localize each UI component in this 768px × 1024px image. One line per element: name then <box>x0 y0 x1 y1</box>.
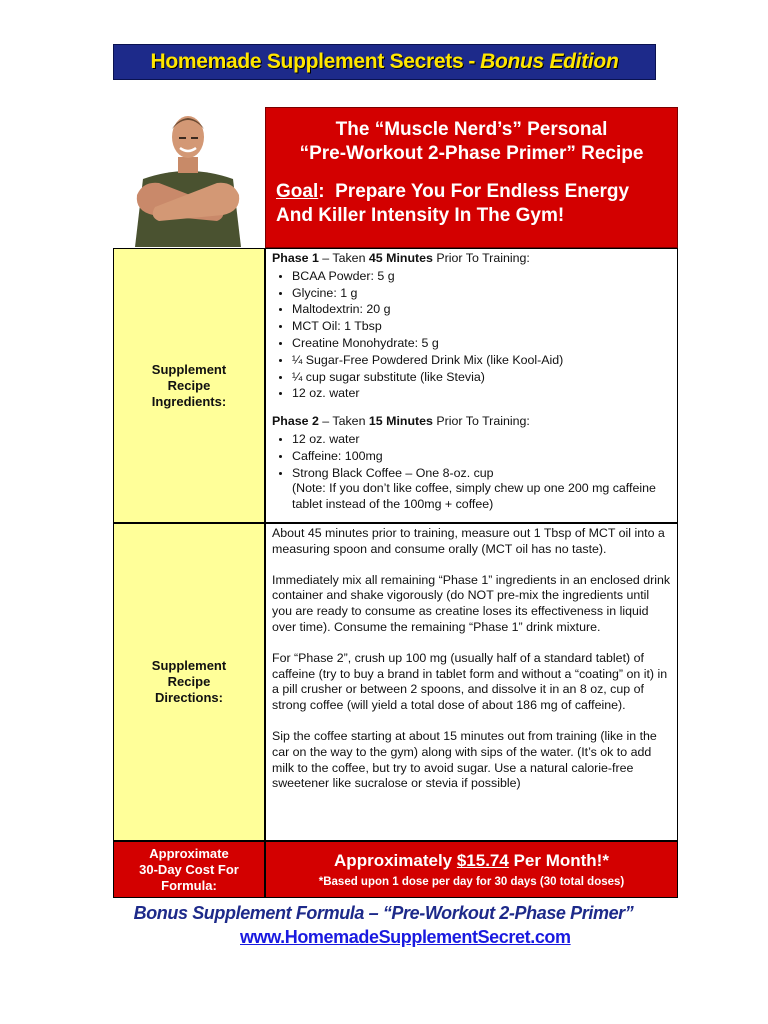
phase1-heading <box>272 251 671 267</box>
ingredients-label-line2: Recipe <box>167 377 211 393</box>
list-item: • Maltodextrin: 20 g <box>292 302 671 318</box>
recipe-title-line1: The “Muscle Nerd’s” Personal <box>335 119 608 140</box>
banner-word-secrets: Secrets <box>389 50 464 73</box>
directions-label-cell <box>113 523 265 841</box>
directions-paragraph-1: About 45 minutes prior to training, measure out 1 Tbsp of MCT oil into a measuring spoon and consume orally (MCT oil has no taste). <box>272 526 665 556</box>
cost-amount: $15.74 <box>456 851 509 870</box>
directions-label-line1: Supplement <box>151 658 227 673</box>
phase2-time: 15 Minutes <box>368 414 433 429</box>
cost-footnote: *Based upon 1 dose per day for 30 days (30 total doses) <box>318 876 625 888</box>
list-item: • BCAA Powder: 5 g <box>292 269 671 285</box>
goal-label: Goal <box>276 181 319 202</box>
cost-summary <box>266 851 677 871</box>
list-item: • Glycine: 1 g <box>292 286 671 302</box>
cost-label-cell <box>113 841 265 898</box>
phase1-dash: – Taken <box>318 251 369 265</box>
recipe-title-box <box>265 107 678 248</box>
phase1-name: Phase 1 <box>272 251 319 265</box>
goal-statement <box>276 180 667 228</box>
directions-label-line3: Directions: <box>155 690 223 705</box>
recipe-table <box>113 107 679 898</box>
directions-paragraph-4: Sip the coffee starting at about 15 minutes out from training (like in the car on the way to the gym) along with sips of the water. (It’s ok to add milk to the coffee, but try to avoid sugar. Use a natural calorie-free sweetener like sucralose or stevia if possible) <box>272 728 657 791</box>
cost-label-line1: Approximate <box>149 845 229 861</box>
cost-prefix: Approximately <box>334 851 457 870</box>
directions-paragraph-3: For “Phase 2”, crush up 100 mg (usually half of a standard tablet) of caffeine (try to buy a brand in tablet form and without a “coating” on it) in a pill crusher or between 2 spoons, and dissolve it in an 8 oz, cup of strong coffee (will yield a total dose of about 186 mg of caffeine). <box>272 650 668 713</box>
header-banner <box>113 44 656 80</box>
phase2-suffix: Prior To Training: <box>432 414 530 429</box>
phase2-heading <box>272 414 671 430</box>
ingredients-label-line3: Ingredients: <box>151 393 227 409</box>
directions-content-cell <box>265 523 678 841</box>
directions-paragraph-2: Immediately mix all remaining “Phase 1” ingredients in an enclosed drink container and shake vigorously (do NOT pre-mix the ingredients until you are ready to consume as creatine loses its effectiveness in liquid over time). Consume the remaining “Phase 1” drink mixture. <box>272 572 671 634</box>
cost-label-line2: 30-Day Cost For <box>139 861 239 877</box>
cost-suffix: Per Month!* <box>508 851 609 870</box>
phase1-time: 45 Minutes <box>368 251 433 265</box>
ingredients-label-line1: Supplement <box>151 361 227 377</box>
list-item: • ¼ cup sugar substitute (like Stevia) <box>292 370 671 386</box>
banner-word-supplement: Supplement <box>266 50 385 73</box>
ingredients-label-cell <box>113 248 265 523</box>
phase1-ingredient-list <box>272 269 671 402</box>
list-item: • 12 oz. water <box>292 386 671 402</box>
phase1-suffix: Prior To Training: <box>432 251 530 265</box>
phase2-dash: – Taken <box>318 414 369 429</box>
list-item: • Caffeine: 100mg <box>292 449 671 465</box>
banner-separator: - <box>468 50 476 73</box>
list-item: • 12 oz. water <box>292 432 671 448</box>
cost-label-line3: Formula: <box>161 877 217 893</box>
banner-word-homemade: Homemade <box>150 50 262 73</box>
list-item: • MCT Oil: 1 Tbsp <box>292 319 671 335</box>
website-link[interactable]: www.HomemadeSupplementSecret.com <box>240 927 571 947</box>
directions-label-line2: Recipe <box>167 674 211 689</box>
goal-text-line1: Prepare You For Endless Energy <box>335 181 630 202</box>
cost-content-cell <box>265 841 678 898</box>
coffee-item: Strong Black Coffee – One 8-oz. cup <box>292 465 494 480</box>
goal-text-line2: And Killer Intensity In The Gym! <box>276 205 565 226</box>
list-item: • ¼ Sugar-Free Powdered Drink Mix (like Kool-Aid) <box>292 353 671 369</box>
recipe-title-line2: “Pre-Workout 2-Phase Primer” Recipe <box>299 143 644 164</box>
list-item <box>292 466 671 513</box>
list-item: • Creatine Monohydrate: 5 g <box>292 336 671 352</box>
goal-colon: : <box>318 181 325 202</box>
phase2-ingredient-list <box>272 432 671 513</box>
ingredients-content-cell <box>265 248 678 523</box>
footer-formula-title: Bonus Supplement Formula – “Pre-Workout 2-Phase Primer” <box>133 903 634 923</box>
coffee-note: (Note: If you don’t like coffee, simply chew up one 200 mg caffeine tablet instead of the 100mg + coffee) <box>292 481 656 512</box>
banner-bonus-edition: Bonus Edition <box>480 50 619 73</box>
phase2-name: Phase 2 <box>272 414 319 429</box>
